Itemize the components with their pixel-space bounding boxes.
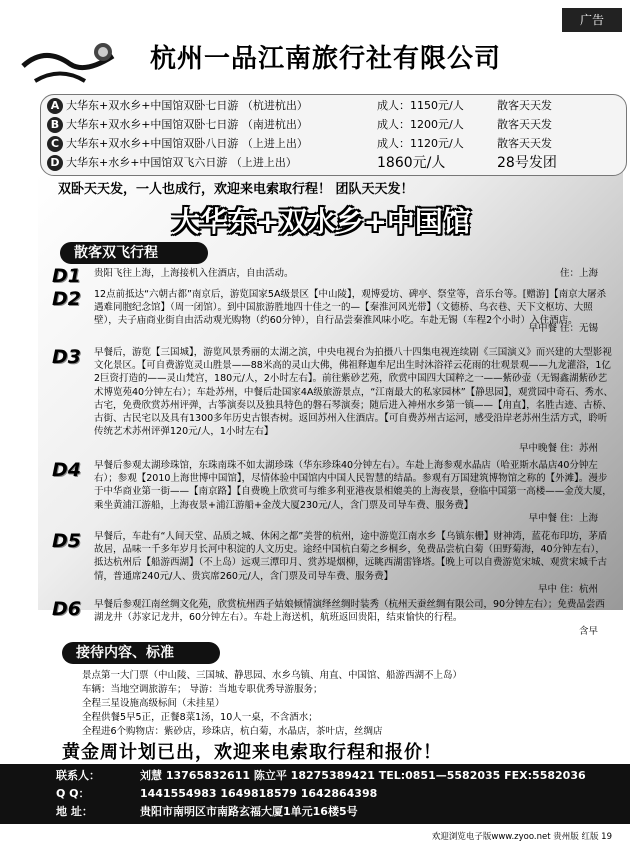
day-4 [52,459,612,525]
route-badge: C [47,136,63,152]
day-2 [52,288,612,346]
route-price: 1860元/人 [377,155,446,171]
day-meals-lodging: 住：上海 [559,268,598,279]
day-label: D5 [52,530,81,552]
route-price: 成人：1120元/人 [377,137,464,150]
ad-tag: 广告 [562,8,622,32]
standard-line: 景点第一大门票（中山陵、三国城、静思园、水乡乌镇、甪直、中国馆、船游西湖不上岛） [82,670,463,681]
contact-qq-label: Q Q： [56,787,90,800]
contact-people-label: 联系人： [56,769,100,782]
contact-qq: 1441554983 1649818579 1642864398 [140,787,378,800]
day-6 [52,598,612,638]
day-meals-lodging: 早中餐 住：无锡 [528,323,598,334]
route-item [47,97,552,115]
standard-line: 全程进6个购物店：紫砂店，珍珠店，杭白菊，水晶店，茶叶店，丝绸店 [82,726,383,737]
day-label: D6 [52,598,81,620]
contact-address: 贵阳市南明区市南路玄福大厦1单元16楼5号 [140,805,358,818]
route-departure: 28号发团 [497,155,557,171]
route-badge: B [47,117,63,133]
contact-people: 刘慧 13765832611 陈立平 18275389421 TEL:0851—5582035 FEX:5582036 [140,769,586,782]
route-badge: D [47,155,63,171]
route-item [47,135,552,153]
day-label: D4 [52,459,81,481]
slogan: 双卧天天发，一人也成行，欢迎来电索取行程！ 团队天天发！ [58,182,414,197]
route-departure: 散客天天发 [497,99,552,112]
route-name: 大华东+双水乡+中国馆双卧八日游 （上进上出） [66,137,308,150]
route-item [47,116,552,134]
day-meals-lodging: 早中餐 住：上海 [528,513,598,524]
day-meals-lodging: 早中 住：杭州 [537,584,598,595]
day-text: 早餐后参观太湖珍珠馆，东珠南珠不如太湖珍珠（华东珍珠40分钟左右）。车赴上海参观水晶店（哈亚斯水晶店40分钟左右）；参观【2010上海世博中国馆】，尽情体验中国馆内中国人民智慧的结晶。参观有万国建筑博物馆之称的【外滩】。漫步于中华商业第一街——【南京路】【自费晚上欣赏可与维多利亚港夜景相媲美的上海夜景，登临中国第一高楼——金茂大厦，乘坐黄浦江游船，上海夜景+浦江游船+金茂大厦230元/人，含门票及司导车费、服务费】 [94,460,612,511]
route-name: 大华东+双水乡+中国馆双卧七日游 （杭进杭出） [66,99,308,112]
contact-address-label: 地 址： [56,805,93,818]
day-3 [52,346,612,456]
day-text: 早餐后参观江南丝绸文化苑，欣赏杭州西子姑娘倾情演绎丝绸时装秀（杭州天蚕丝绸有限公司，90分钟左右）；免费品尝西湖龙井（苏家记龙井，60分钟左右）。车赴上海送机，航班返回贵阳，结束愉快的行程。 [94,599,605,624]
day-5 [52,530,612,596]
contact-bar [0,764,630,824]
route-badge: A [47,98,63,114]
route-price-list [40,94,627,176]
standard-line: 车辆：当地空调旅游车； 导游：当地专职优秀导游服务； [82,684,323,695]
route-item [47,154,557,172]
service-standards [82,669,602,739]
section-itinerary-title: 散客双飞行程 [60,242,208,264]
company-name: 杭州一品江南旅行社有限公司 [150,44,502,74]
section-standard-title: 接待内容、标准 [62,642,220,664]
day-text: 12点前抵达“六朝古都”南京后，游览国家5A级景区【中山陵】，观博爱坊、碑亭、祭堂等，音乐台等。[赠游]【南京大屠杀遇难同胞纪念馆】（周一闭馆）。到中国旅游胜地四十佳之一的—【秦淮河风光带】（文德桥、乌衣巷、天下文枢坊、大照壁），夫子庙商业街自由活动观光购物（约60分钟），自行品尝秦淮风味小吃。车赴无锡（车程2个小时）入住酒店。 [94,289,607,327]
day-label: D2 [52,288,81,310]
headline: 大华东+双水乡+中国馆 [172,205,471,238]
page-footer: 欢迎浏览电子版www.zyoo.net 贵州版 红版 19 [431,832,612,842]
route-price: 成人：1150元/人 [377,99,464,112]
company-logo [15,36,125,94]
route-departure: 散客天天发 [497,118,552,131]
route-name: 大华东+双水乡+中国馆双卧七日游 （南进杭出） [66,118,308,131]
day-label: D3 [52,346,81,368]
promo-banner: 黄金周计划已出，欢迎来电索取行程和报价！ [62,742,442,763]
day-meals-lodging: 含早 [578,626,598,637]
day-meals-lodging: 早中晚餐 住：苏州 [518,443,598,454]
standard-line: 全程供餐5早5正，正餐8菜1汤，10人一桌，不含酒水； [82,712,318,723]
day-1 [52,265,612,285]
standard-line: 全程三星设施高级标间（未挂星） [82,698,225,709]
route-price: 成人：1200元/人 [377,118,464,131]
route-departure: 散客天天发 [497,137,552,150]
route-name: 大华东+水乡+中国馆双飞六日游 （上进上出） [66,156,297,169]
day-text: 早餐后，车赴有“人间天堂、品质之城、休闲之都”美誉的杭州，途中游览江南水乡【乌镇东栅】财神湾，蓝花布印坊，茅盾故居，品味一千多年岁月长河中积淀的人文历史。途经中国杭白菊之乡桐乡，免费品尝杭白菊（田野菊海，40分钟左右），抵达杭州后【船游西湖】（不上岛）远观三潭印月、赏苏堤烟柳，远眺西湖雷锋塔。【晚上可以自费游览宋城、观赏宋城千古情，普通席240元/人、贵宾席260元/人，含门票及司导车费、服务费】 [94,531,608,582]
day-text: 贵阳飞往上海，上海接机入住酒店，自由活动。 [94,268,294,279]
day-label: D1 [52,265,81,287]
day-text: 早餐后，游览【三国城】，游览风景秀丽的太湖之滨，中央电视台为拍摄八十四集电视连续剧《三国演义》而兴建的大型影视文化景区。【可自费游览灵山胜景——88米高的灵山大佛，佛祖释迦牟尼出生时沐浴祥云花雨的壮观景观——九龙灌浴，1亿2巨资打造的——灵山梵宫，180元/人，2小时左右】。前往紫砂艺苑，欣赏中国四大国粹之一——紫砂壶（无锡鑫湖紫砂艺术博览苑40分钟左右）；车赴苏州，中餐后赴国家4A级旅游景点，“江南最大的私家园林”【静思园】，观赏园中奇石、秀水、古宅，免费欣赏苏州评弹，古筝演奏以及独具特色的磐石琴演奏；随后进入神州水乡第一镇——【甪直】，名胜古迹、古桥、古街、古民宅以及具有1300多年历史古银杏树。返回苏州入住酒店。【可自费苏州古运河，感受沿岸老苏州生活方式，聆听传统艺术苏州评弹120元/人，1小时左右】 [94,347,613,438]
